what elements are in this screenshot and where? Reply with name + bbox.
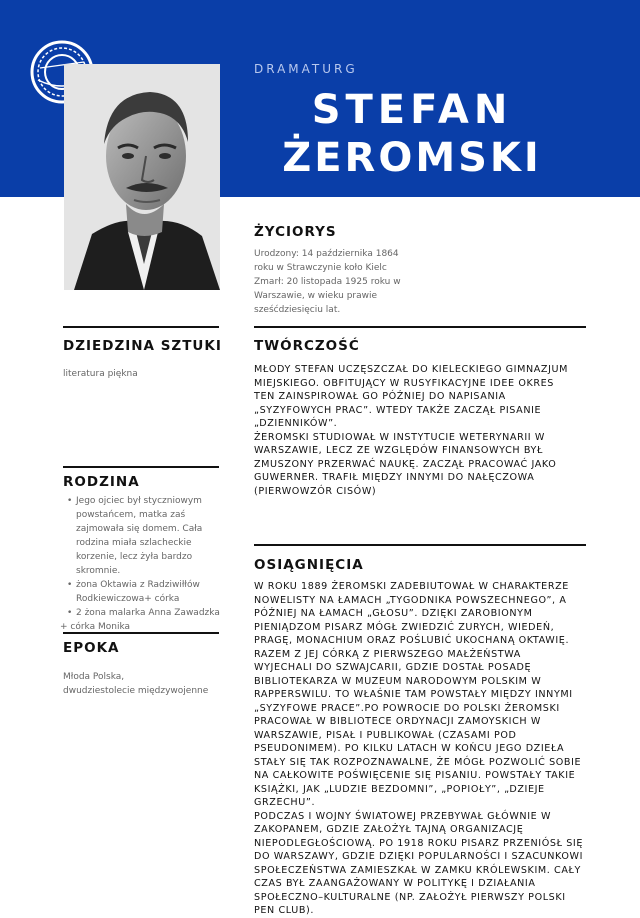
name-first: STEFAN — [311, 87, 513, 133]
zyciorys-line: roku w Strawczynie koło Kielc — [254, 263, 387, 273]
zyciorys-line: sześćdziesięciu lat. — [254, 305, 341, 315]
portrait-photo — [64, 64, 220, 290]
text-line: PRACOWAŁ W BIBLIOTECE ORDYNACJI ZAMOYSKICH W — [254, 716, 541, 727]
text-line: W ROKU 1889 ŻEROMSKI ZADEBIUTOWAŁ W CHARAKTERZE — [254, 581, 569, 592]
rodzina-line: korzenie, lecz żyła bardzo — [76, 552, 193, 562]
text-line: KSIĄŻKI, JAK „LUDZIE BEZDOMNI”, „POPIOŁY”, „DZIEJE — [254, 783, 545, 795]
list-item — [76, 606, 222, 620]
text-line: PÓŹNIEJ NA ŁAMACH „GŁOSU”. DZIĘKI ZAROBIONYM — [254, 608, 533, 619]
text-line: MŁODY STEFAN UCZĘSZCZAŁ DO KIELECKIEGO GIMNAZJUM — [254, 364, 568, 375]
text-line: NIEPODLEGŁOŚCIOWĄ. PO 1918 ROKU PISARZ PRZENIÓSŁ SIĘ — [254, 837, 583, 849]
text-line: STAŁY SIĘ TAK ROZPOZNAWALNE, ŻE MÓGŁ POZWOLIĆ SOBIE — [254, 756, 582, 768]
text-line: PRAGĘ, MONACHIUM ORAZ POŚLUBIĆ UKOCHANĄ OKTAWIĘ. — [254, 635, 570, 646]
zyciorys-line: Warszawie, w wieku prawie — [254, 291, 378, 301]
person-name — [272, 86, 552, 182]
text-line: SPOŁECZEŃSTWA ZAMIESZKAŁ W ZAMKU KRÓLEWSKIM. CAŁY — [254, 864, 581, 876]
text-line: GUWERNER. TRAFIŁ MIĘDZY INNYMI DO NAŁĘCZOWA — [254, 472, 535, 483]
rodzina-line: • 2 żona malarka Anna Zawadzka — [76, 608, 220, 618]
rodzina-line: rodzina miała szlacheckie — [76, 538, 192, 548]
divider — [254, 326, 586, 328]
tworczosc-text — [254, 363, 594, 498]
text-line: „SYZYFOWYCH PRAC”. WTEDY TAKŻE ZACZĄŁ PISANIE — [254, 404, 542, 416]
text-line: SPOŁECZNO–KULTURALNE (NP. ZAŁOŻYŁ PIERWSZY POLSKI — [254, 891, 566, 903]
text-line: RAPPERSWILU. TO WŁAŚNIE TAM POWSTAŁY MIĘDZY INNYMI — [254, 689, 573, 700]
text-line: DO WARSZAWY, GDZIE DZIĘKI POPULARNOŚCI I SZACUNKOWI — [254, 851, 584, 862]
text-line: BIBLIOTEKARZA W MUZEUM NARODOWYM POLSKIM W — [254, 675, 542, 687]
epoka-text — [63, 670, 223, 698]
text-line: WYJECHALI DO SZWAJCARII, GDZIE DOSTAŁ POSADĘ — [254, 662, 532, 673]
rodzina-trailing: + córka Monika — [60, 622, 131, 632]
text-line: CZAS BYŁ ZAANGAŻOWANY W POLITYKĘ I DZIAŁANIA — [254, 878, 536, 889]
dziedzina-heading: DZIEDZINA SZTUKI — [63, 338, 222, 354]
rodzina-line: zajmowała się domem. Cała — [76, 524, 203, 534]
text-line: RAZEM Z JEJ CÓRKĄ Z PIERWSZEGO MAŁŻEŃSTWA — [254, 648, 521, 660]
rodzina-list — [60, 494, 222, 634]
divider — [63, 632, 219, 634]
list-item — [76, 494, 222, 578]
rodzina-line: skromnie. — [76, 566, 121, 576]
divider — [254, 544, 586, 546]
epoka-line: dwudziestolecie międzywojenne — [63, 686, 209, 696]
text-line: (PIERWOWZÓR CISÓW) — [254, 485, 377, 497]
zyciorys-text — [254, 247, 414, 317]
text-line: ZMUSZONY PRZERWAĆ NAUKĘ. ZACZĄŁ PRACOWAĆ JAKO — [254, 458, 557, 470]
text-line: PEN CLUB). — [254, 905, 315, 916]
rodzina-line: Rodkiewiczowa+ córka — [76, 594, 180, 604]
dziedzina-text: literatura piękna — [63, 369, 138, 379]
divider — [63, 326, 219, 328]
rodzina-line: • żona Oktawia z Radziwiłłów — [76, 580, 200, 590]
rodzina-heading: RODZINA — [63, 474, 140, 490]
zyciorys-line: Urodzony: 14 października 1864 — [254, 249, 399, 259]
profession-label: DRAMATURG — [254, 62, 358, 76]
zyciorys-line: Zmarł: 20 listopada 1925 roku w — [254, 277, 401, 287]
text-line: WARSZAWIE, LECZ ZE WZGLĘDÓW FINANSOWYCH BYŁ — [254, 445, 543, 456]
text-line: MIEJSKIEGO. OBFITUJĄCY W RUSYFIKACYJNE IDEE OKRES — [254, 377, 554, 389]
text-line: NA CAŁKOWITE POŚWIĘCENIE SIĘ PISANIU. POWSTAŁY TAKIE — [254, 770, 576, 781]
text-line: TEN ZAINSPIROWAŁ GO PÓŹNIEJ DO NAPISANIA — [254, 391, 506, 402]
osiagniecia-text — [254, 580, 594, 918]
epoka-heading: EPOKA — [63, 640, 120, 656]
text-line: ŻEROMSKI STUDIOWAŁ W INSTYTUCIE WETERYNARII W — [254, 431, 545, 443]
tworczosc-heading: TWÓRCZOŚĆ — [254, 338, 360, 354]
rodzina-line: powstańcem, matka zaś — [76, 510, 186, 520]
epoka-line: Młoda Polska, — [63, 672, 125, 682]
text-line: GRZECHU”. — [254, 797, 316, 808]
text-line: WARSZAWIE, PISAŁ I PUBLIKOWAŁ (CZASAMI POD — [254, 729, 517, 741]
text-line: NOWELISTY NA ŁAMACH „TYGODNIKA POWSZECHNEGO”, A — [254, 594, 567, 606]
list-item — [76, 578, 222, 606]
text-line: ZAKOPANEM, GDZIE ZAŁOŻYŁ TAJNĄ ORGANIZACJĘ — [254, 824, 524, 835]
zyciorys-heading: ŻYCIORYS — [254, 224, 337, 240]
text-line: „DZIENNIKÓW”. — [254, 418, 338, 429]
text-line: PSEUDONIMEM). PO KILKU LATACH W KOŃCU JEGO DZIEŁA — [254, 743, 565, 754]
divider — [63, 466, 219, 468]
rodzina-line: • Jego ojciec był styczniowym — [76, 496, 202, 506]
name-last: ŻEROMSKI — [282, 135, 542, 181]
osiagniecia-heading: OSIĄGNIĘCIA — [254, 557, 364, 573]
text-line: PIENIĄDZOM PISARZ MÓGŁ ZWIEDZIĆ ZURYCH, WIEDEŃ, — [254, 621, 555, 633]
text-line: PODCZAS I WOJNY ŚWIATOWEJ PRZEBYWAŁ GŁÓWNIE W — [254, 810, 552, 822]
text-line: „SYZYFOWE PRACE”.PO POWROCIE DO POLSKI ŻEROMSKI — [254, 702, 560, 714]
